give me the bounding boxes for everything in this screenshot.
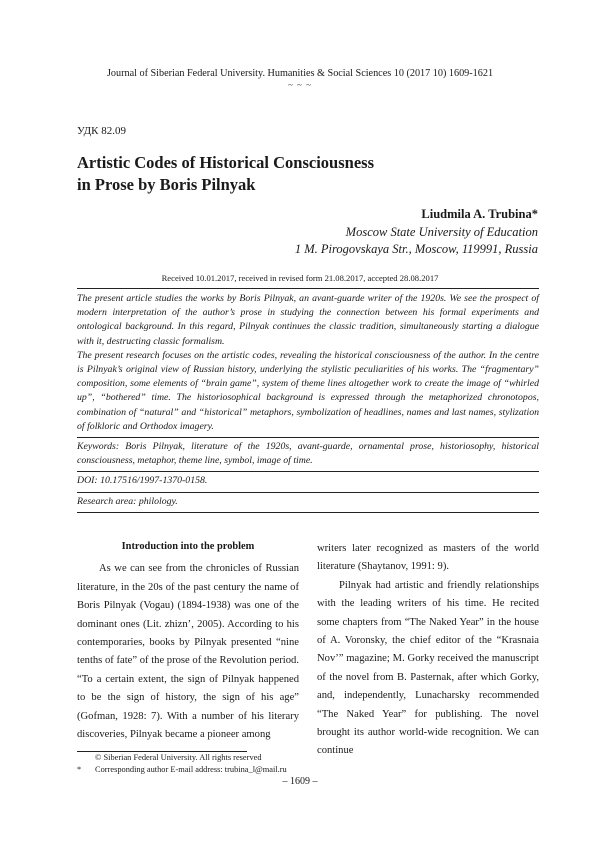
header-ornament: ~ ~ ~ xyxy=(287,80,313,90)
footnote-corresponding xyxy=(77,764,377,776)
abstract-divider xyxy=(77,437,539,438)
title-line-1: Artistic Codes of Historical Consciousness xyxy=(77,153,374,172)
doi-divider xyxy=(77,492,539,493)
body-column-left xyxy=(77,538,299,744)
keywords-divider xyxy=(77,471,539,472)
received-dates: Received 10.01.2017, received in revised form 21.08.2017, accepted 28.08.2017 xyxy=(161,273,439,283)
author-affiliation: Moscow State University of Education xyxy=(345,224,538,239)
author-block xyxy=(295,206,538,259)
body-paragraph: writers later recognized as masters of the world literature (Shaytanov, 1991: 9). xyxy=(317,543,539,573)
body-column-right xyxy=(317,540,539,761)
abstract xyxy=(77,292,539,513)
corresponding-author-text: Corresponding author E-mail address: trubina_l@mail.ru xyxy=(95,765,287,774)
article-title xyxy=(77,152,397,196)
doi: DOI: 10.17516/1997-1370-0158. xyxy=(77,475,208,487)
copyright-text: © Siberian Federal University. All rights reserved xyxy=(95,753,262,762)
keywords: Keywords: Boris Pilnyak, literature of the 1920s, avant-guarde, ornamental prose, historiosophy, historical consciousness, metaphor, theme line, symbol, image of time. xyxy=(77,441,539,467)
body-paragraph: As we can see from the chronicles of Russian literature, in the 20s of the past century the name of Boris Pilnyak (Vogau) (1894-1938) was one of the dominant ones (Lit. zhizn’, 2005). According to his contemporaries, books by Pilnyak presented “nine tenths of fate” of the prose of the Revolution period. “To a certain extent, the sign of Pilnyak happened to be the sign of history, the sign of his age” (Gofman, 1928: 7). With a number of his literary discoveries, Pilnyak became a pioneer among xyxy=(77,563,299,741)
abstract-paragraph-2: The present research focuses on the artistic codes, revealing the historical consciousness of the author. In the centre is Pilnyak’s original view of Russian history, underlying the stylistic peculiarities of his works. The “fragmentary” composition, some elements of “brain game”, system of theme lines altogether work to create the image of “whirled up”, “bothered” time. The historiosophical background is expressed through the metaphorized chronotopos, combination of “natural” and “historical” metaphors, symbolization of headlines, names and last names, stylization of folkloric and Orthodox imagery. xyxy=(77,349,539,432)
section-heading: Introduction into the problem xyxy=(121,541,255,552)
footnote-copyright xyxy=(77,752,377,764)
abstract-bottom-rule xyxy=(77,512,539,513)
author-name: Liudmila A. Trubina* xyxy=(421,207,538,221)
footnotes xyxy=(77,752,377,776)
abstract-top-rule xyxy=(77,288,539,289)
author-address: 1 M. Pirogovskaya Str., Moscow, 119991, Russia xyxy=(294,242,538,256)
research-area: Research area: philology. xyxy=(77,495,178,507)
body-paragraph: Pilnyak had artistic and friendly relationships with the leading writers of his time. He recited some chapters from “The Naked Year” in the house of A. Voronsky, the chief editor of the “Krasnaia Nov’” magazine; M. Gorky received the manuscript of the novel from B. Pasternak, after which Gorky, and, independently, Lunacharsky recommended “The Naked Year” for publishing. The novel brought its author world-wide recognition. We can continue xyxy=(317,579,539,757)
page-number: – 1609 – xyxy=(282,776,318,787)
journal-header: Journal of Siberian Federal University. Humanities & Social Sciences 10 (2017 10) 1609-1621 xyxy=(106,68,494,79)
udk-code: УДК 82.09 xyxy=(77,125,127,137)
footnote-star: * xyxy=(77,765,82,774)
title-line-2: in Prose by Boris Pilnyak xyxy=(77,175,256,194)
abstract-paragraph-1: The present article studies the works by Boris Pilnyak, an avant-guarde writer of the 1920s. We see the prospect of modern interpretation of the author’s prose in studying the connection between his formal experiments and ontological background. In this regard, Pilnyak continues the classic tradition, simultaneously starting a dialogue with it, destructing classic formalism. xyxy=(77,293,539,347)
